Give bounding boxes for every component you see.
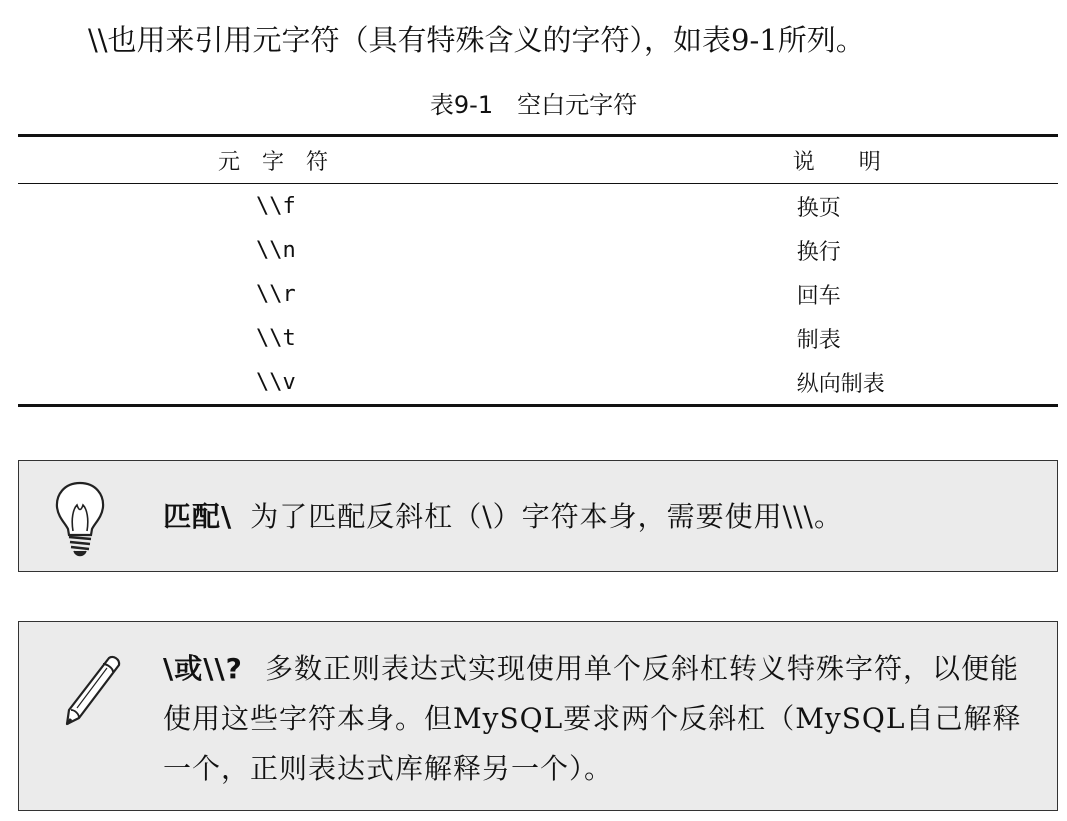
lightbulb-icon (49, 479, 111, 563)
note-body: 多数正则表达式实现使用单个反斜杠转义特殊字符，以便能使用这些字符本身。但MySQL要求两个反斜杠（MySQL自己解释一个，正则表达式库解释另一个）。 (163, 652, 1022, 785)
table-row (18, 316, 1058, 360)
table-caption: 表9-1 空白元字符 (429, 91, 638, 119)
metacharacter-cell: \\f (256, 193, 296, 219)
column-header-metacharacter: 元 字 符 (18, 136, 559, 184)
metacharacter-cell: \\n (256, 237, 296, 263)
metacharacter-cell: \\t (256, 325, 296, 351)
tip-box (18, 460, 1058, 572)
metacharacter-cell: \\v (256, 369, 296, 395)
intro-paragraph: \\也用来引用元字符（具有特殊含义的字符），如表9-1所列。 (88, 23, 865, 57)
metacharacter-cell: \\r (256, 281, 296, 307)
note-label: \或\\? (163, 652, 243, 685)
pencil-icon (57, 652, 127, 736)
tip-label: 匹配\ (163, 500, 233, 533)
tip-body: 为了匹配反斜杠（\）字符本身，需要使用\\\。 (250, 500, 843, 533)
table-row (18, 228, 1058, 272)
description-cell: 纵向制表 (796, 371, 885, 397)
table-row (18, 272, 1058, 316)
description-cell: 回车 (796, 283, 841, 309)
description-cell: 制表 (796, 327, 841, 353)
metacharacter-table (18, 134, 1058, 407)
note-box (18, 621, 1058, 811)
description-cell: 换行 (796, 239, 841, 265)
table-row (18, 360, 1058, 406)
column-header-description: 说 明 (559, 136, 1058, 184)
table-header-row (18, 136, 1058, 184)
description-cell: 换页 (796, 195, 841, 221)
table-row (18, 184, 1058, 229)
